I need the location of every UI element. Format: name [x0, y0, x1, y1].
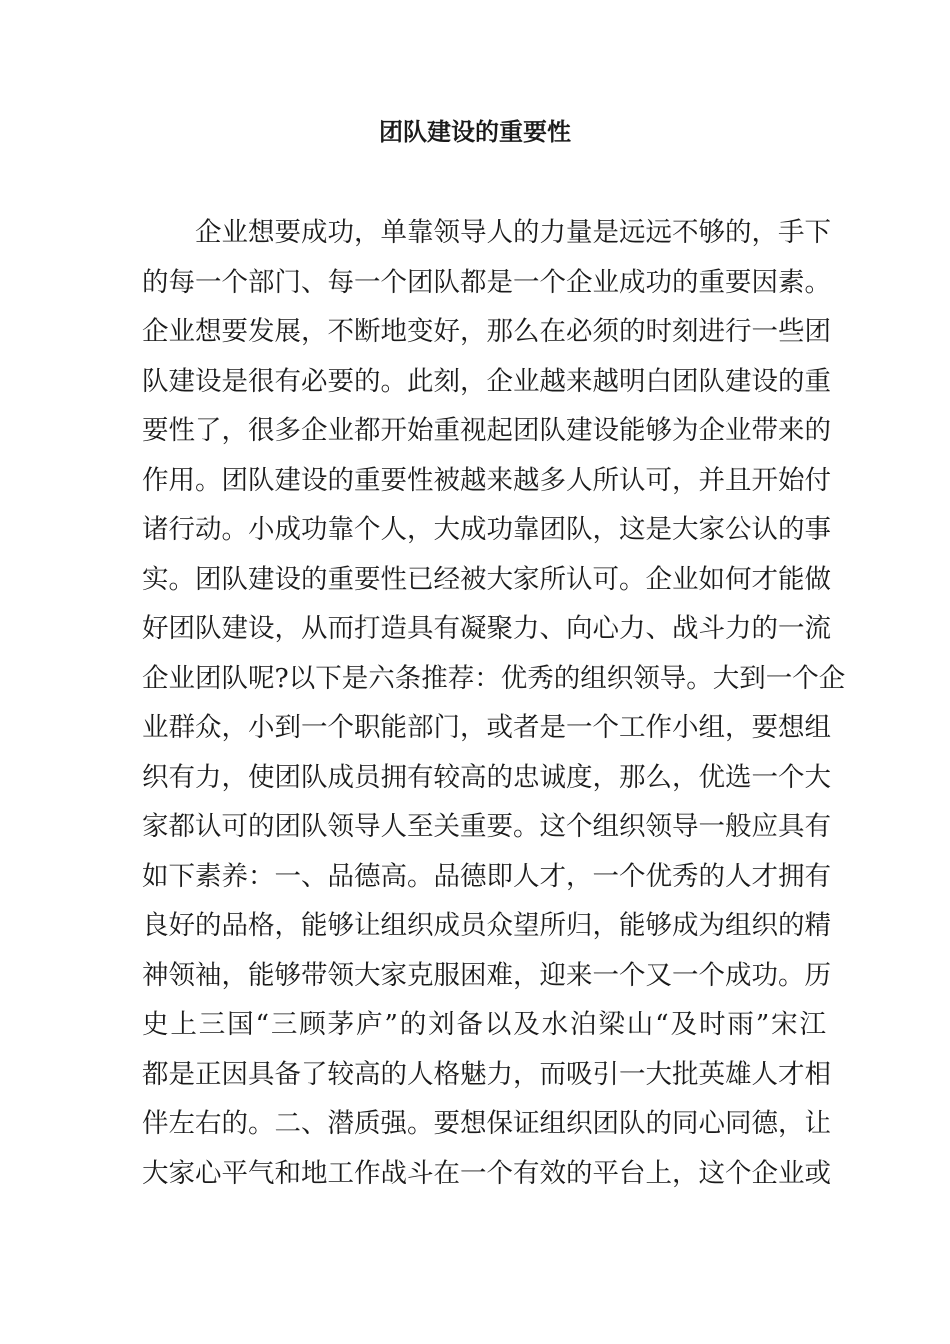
body-line: 如下素养：一、品德高。品德即人才，一个优秀的人才拥有 [142, 860, 831, 892]
body-line: 实。团队建设的重要性已经被大家所认可。企业如何才能做 [142, 563, 831, 595]
body-line: 家都认可的团队领导人至关重要。这个组织领导一般应具有 [142, 811, 831, 842]
body-line: 企业团队呢?以下是六条推荐：优秀的组织领导。大到一个企 [142, 662, 846, 694]
body-line: 的每一个部门、每一个团队都是一个企业成功的重要因素。 [142, 266, 831, 298]
body-line: 大家心平气和地工作战斗在一个有效的平台上，这个企业或 [142, 1157, 831, 1189]
body-line: 良好的品格，能够让组织成员众望所归，能够成为组织的精 [142, 910, 831, 941]
body-line: 作用。团队建设的重要性被越来越多人所认可，并且开始付 [142, 464, 831, 496]
body-line: 要性了，很多企业都开始重视起团队建设能够为企业带来的 [142, 415, 831, 446]
body-line: 队建设是很有必要的。此刻，企业越来越明白团队建设的重 [142, 365, 831, 397]
body-line: 史上三国“三顾茅庐”的刘备以及水泊梁山“及时雨”宋江 [142, 1009, 826, 1040]
body-line: 好团队建设，从而打造具有凝聚力、向心力、战斗力的一流 [142, 613, 831, 644]
body-line: 企业想要发展，不断地变好，那么在必须的时刻进行一些团 [142, 316, 831, 347]
body-line: 伴左右的。二、潜质强。要想保证组织团队的同心同德，让 [142, 1108, 831, 1139]
document-body [142, 208, 846, 1198]
body-line: 神领袖，能够带领大家克服困难，迎来一个又一个成功。历 [142, 959, 831, 991]
body-line: 企业想要成功，单靠领导人的力量是远远不够的，手下 [195, 217, 831, 248]
body-line: 都是正因具备了较高的人格魅力，而吸引一大批英雄人才相 [142, 1058, 831, 1090]
body-line: 织有力，使团队成员拥有较高的忠诚度，那么，优选一个大 [142, 761, 831, 793]
document-title: 团队建设的重要性 [379, 117, 571, 146]
body-line: 诸行动。小成功靠个人，大成功靠团队，这是大家公认的事 [142, 514, 831, 545]
body-line: 业群众，小到一个职能部门，或者是一个工作小组，要想组 [142, 712, 831, 743]
